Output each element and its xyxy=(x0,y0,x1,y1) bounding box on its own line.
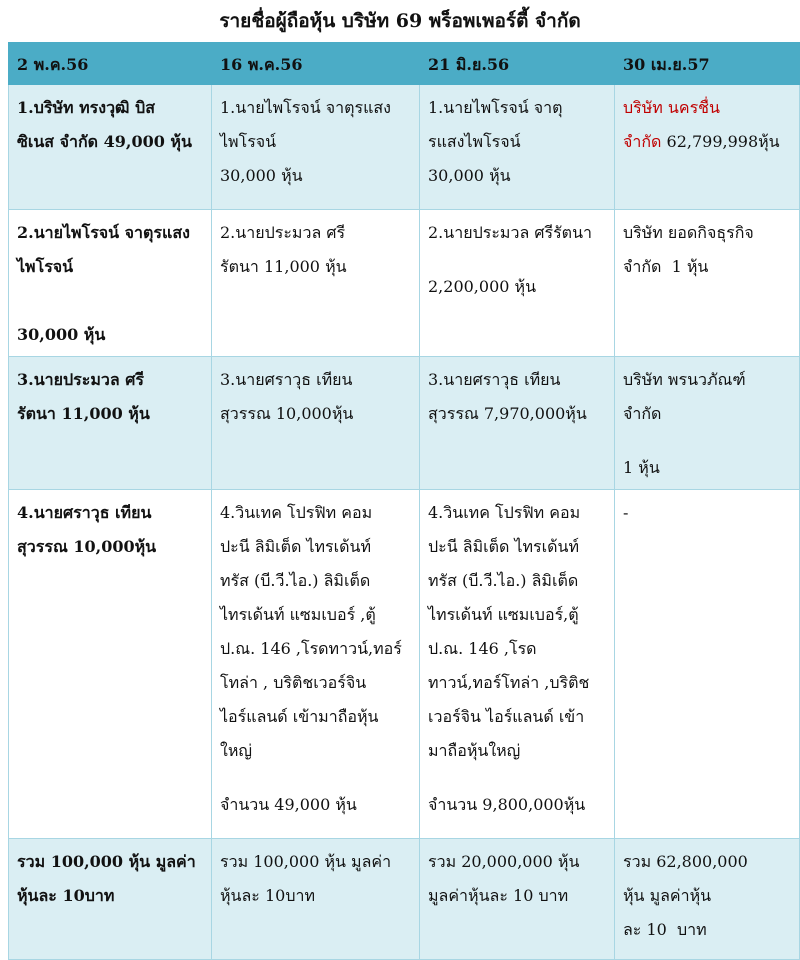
cell xyxy=(212,210,420,357)
cell-line: สุวรรณ 10,000หุ้น xyxy=(220,404,354,423)
cell xyxy=(9,490,212,839)
cell-line: จำนวน 49,000 หุ้น xyxy=(220,795,357,814)
cell-line: ใหญ่ xyxy=(220,741,252,760)
table-row xyxy=(9,839,800,960)
cell-line: สุวรรณ 10,000หุ้น xyxy=(17,537,157,556)
header-date-1: 2 พ.ค.56 xyxy=(9,43,212,85)
cell-line: 2.นายประมวล ศรีรัตนา xyxy=(428,223,592,242)
cell-line: - xyxy=(623,503,629,522)
cell-line: ปะนี ลิมิเต็ด ไทรเด้นท์ xyxy=(220,537,371,556)
cell xyxy=(615,839,800,960)
cell xyxy=(212,839,420,960)
spacer xyxy=(17,284,203,318)
cell xyxy=(420,210,615,357)
cell-line: 2.นายประมวล ศรี xyxy=(220,223,346,242)
cell-line: หุ้น มูลค่าหุ้น xyxy=(623,886,712,905)
cell-line: 1.นายไพโรจน์ จาตุรแสง xyxy=(220,98,391,117)
cell-line: 3.นายประมวล ศรี xyxy=(17,370,144,389)
cell-line: บริษัท พรนวภัณฑ์ xyxy=(623,370,746,389)
cell xyxy=(420,839,615,960)
table-row xyxy=(9,85,800,210)
table-row xyxy=(9,210,800,357)
cell-line: ซิเนส จำกัด 49,000 หุ้น xyxy=(17,132,192,151)
cell-line: มูลค่าหุ้นละ 10 บาท xyxy=(428,886,569,905)
cell xyxy=(9,357,212,490)
cell xyxy=(420,85,615,210)
spacer xyxy=(428,250,606,270)
cell-line: รวม 100,000 หุ้น มูลค่า xyxy=(220,852,392,871)
highlighted-company-name: บริษัท นครชื่น xyxy=(623,98,720,117)
cell xyxy=(420,357,615,490)
cell xyxy=(9,839,212,960)
cell-line: รวม 100,000 หุ้น มูลค่า xyxy=(17,852,196,871)
cell-line: ไทรเด้นท์ แซมเบอร์ ,ตู้ xyxy=(220,605,376,624)
cell-line: 30,000 หุ้น xyxy=(428,166,511,185)
cell-line: จำกัด xyxy=(623,404,662,423)
shareholders-table xyxy=(8,42,800,960)
cell-line: 30,000 หุ้น xyxy=(17,325,106,344)
cell xyxy=(9,85,212,210)
cell-line: ป.ณ. 146 ,โรดทาวน์,ทอร์ xyxy=(220,639,402,658)
cell xyxy=(615,357,800,490)
cell-line: รวม 20,000,000 หุ้น xyxy=(428,852,580,871)
cell-line: มาถือหุ้นใหญ่ xyxy=(428,741,521,760)
cell-line: ละ 10 บาท xyxy=(623,920,707,939)
cell-line: 3.นายศราวุธ เทียน xyxy=(428,370,561,389)
cell-line: บริษัท ยอดกิจธุรกิจ xyxy=(623,223,754,242)
cell xyxy=(615,210,800,357)
table-row xyxy=(9,490,800,839)
cell-line: 2.นายไพโรจน์ จาตุรแสง xyxy=(17,223,190,242)
cell-line: จำกัด 1 หุ้น xyxy=(623,257,709,276)
cell xyxy=(9,210,212,357)
cell-line: 3.นายศราวุธ เทียน xyxy=(220,370,353,389)
table-header xyxy=(9,43,800,85)
cell xyxy=(615,85,800,210)
cell-line: รัตนา 11,000 หุ้น xyxy=(17,404,150,423)
cell xyxy=(212,85,420,210)
cell xyxy=(615,490,800,839)
cell-line: 30,000 หุ้น xyxy=(220,166,303,185)
cell-line: ทรัส (บี.วี.ไอ.) ลิมิเต็ด xyxy=(428,571,579,590)
cell-line: 1.นายไพโรจน์ จาตุ xyxy=(428,98,563,117)
cell-line: เวอร์จิน ไอร์แลนด์ เข้า xyxy=(428,707,585,726)
table-row xyxy=(9,357,800,490)
cell-line: ไพโรจน์ xyxy=(220,132,277,151)
cell xyxy=(420,490,615,839)
spacer xyxy=(428,768,606,788)
cell-line: รวม 62,800,000 xyxy=(623,852,748,871)
header-date-4: 30 เม.ย.57 xyxy=(615,43,800,85)
cell-line: หุ้นละ 10บาท xyxy=(17,886,115,905)
cell-line: รัตนา 11,000 หุ้น xyxy=(220,257,347,276)
spacer xyxy=(623,431,791,451)
cell-line: 4.วินเทค โปรฟิท คอม xyxy=(428,503,581,522)
cell-line: ป.ณ. 146 ,โรด xyxy=(428,639,537,658)
cell-line: 1.บริษัท ทรงวุฒิ บิส xyxy=(17,98,155,117)
cell-line: ปะนี ลิมิเต็ด ไทรเด้นท์ xyxy=(428,537,579,556)
cell-line: 4.วินเทค โปรฟิท คอม xyxy=(220,503,373,522)
highlighted-company-suffix: จำกัด xyxy=(623,132,662,151)
cell-line: ไพโรจน์ xyxy=(17,257,74,276)
header-date-2: 16 พ.ค.56 xyxy=(212,43,420,85)
cell-line: 4.นายศราวุธ เทียน xyxy=(17,503,152,522)
cell-line: ทาวน์,ทอร์โทล่า ,บริติช xyxy=(428,673,590,692)
cell-line: ไทรเด้นท์ แซมเบอร์,ตู้ xyxy=(428,605,579,624)
cell xyxy=(212,490,420,839)
cell-line: ไอร์แลนด์ เข้ามาถือหุ้น xyxy=(220,707,379,726)
cell-line: โทล่า , บริติชเวอร์จิน xyxy=(220,673,367,692)
document-title: รายชื่อผู้ถือหุ้น บริษัท 69 พร็อพเพอร์ตี้ จำกัด xyxy=(219,10,581,32)
header-date-3: 21 มิ.ย.56 xyxy=(420,43,615,85)
cell xyxy=(212,357,420,490)
share-count: 62,799,998หุ้น xyxy=(661,132,780,151)
cell-line: สุวรรณ 7,970,000หุ้น xyxy=(428,404,587,423)
cell-line: จำนวน 9,800,000หุ้น xyxy=(428,795,586,814)
cell-line: หุ้นละ 10บาท xyxy=(220,886,316,905)
spacer xyxy=(220,768,411,788)
cell-line: รแสงไพโรจน์ xyxy=(428,132,521,151)
cell-line: ทรัส (บี.วี.ไอ.) ลิมิเต็ด xyxy=(220,571,371,590)
cell-line: 2,200,000 หุ้น xyxy=(428,277,536,296)
cell-line: 1 หุ้น xyxy=(623,458,660,477)
